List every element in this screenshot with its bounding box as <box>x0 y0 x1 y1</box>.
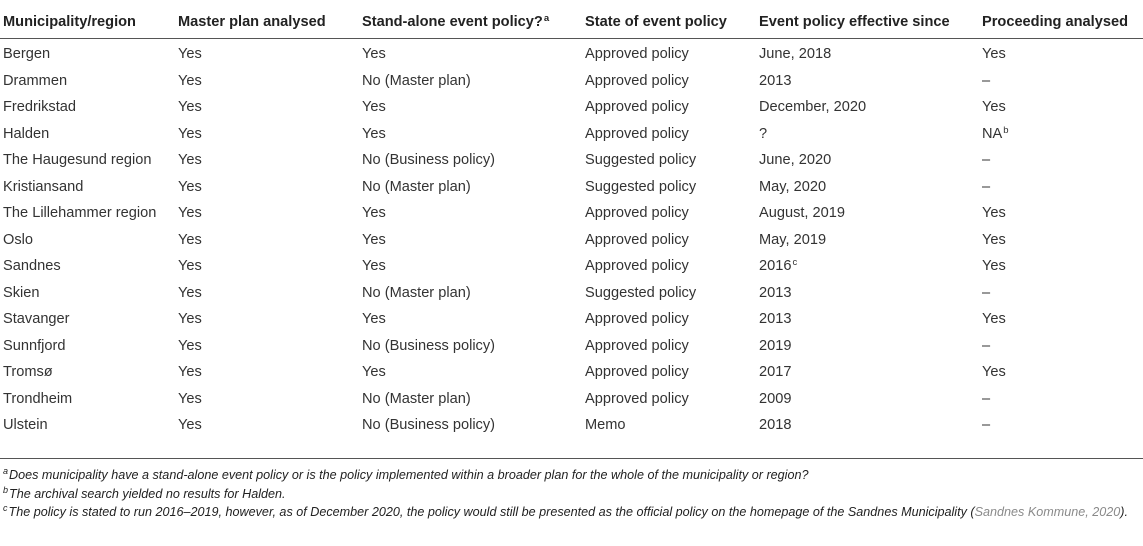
cell-master-plan-text: Yes <box>178 46 202 63</box>
cell-stand-alone-policy <box>359 306 582 333</box>
cell-master-plan <box>175 253 359 280</box>
cell-municipality-text: Tromsø <box>3 364 53 381</box>
cell-effective-since-text: 2017 <box>759 364 792 381</box>
cell-stand-alone-policy-text: No (Master plan) <box>362 178 471 195</box>
column-header <box>979 6 1143 39</box>
cell-master-plan <box>175 227 359 254</box>
cell-policy-state <box>582 68 756 95</box>
cell-municipality <box>0 412 175 439</box>
cell-municipality-text: Sunnfjord <box>3 337 66 354</box>
footnote-text: Does municipality have a stand-alone event policy or is the policy implemented within a broader plan for the whole of the municipality or region? <box>9 468 809 482</box>
cell-effective-since-text: December, 2020 <box>759 99 867 116</box>
cell-stand-alone-policy <box>359 253 582 280</box>
cell-proceeding-analysed <box>979 94 1143 121</box>
cell-effective-since-text: 2013 <box>759 72 792 89</box>
cell-proceeding-analysed <box>979 386 1143 413</box>
table-row <box>0 386 1143 413</box>
cell-municipality-text: Drammen <box>3 72 68 89</box>
cell-stand-alone-policy-text: No (Business policy) <box>362 152 496 169</box>
footnote-text: The policy is stated to run 2016–2019, however, as of December 2020, the policy would still be presented as the official policy on the homepage of the Sandnes Municipality ( <box>8 505 975 520</box>
cell-stand-alone-policy <box>359 94 582 121</box>
cell-municipality <box>0 333 175 360</box>
footnote-marker: c <box>792 257 798 269</box>
cell-effective-since-text: 2009 <box>759 390 792 407</box>
cell-stand-alone-policy <box>359 121 582 148</box>
cell-proceeding-analysed <box>979 359 1143 386</box>
cell-policy-state <box>582 174 756 201</box>
cell-municipality-text: Bergen <box>3 46 51 63</box>
cell-municipality-text: Sandnes <box>3 258 61 275</box>
cell-effective-since <box>756 174 979 201</box>
cell-proceeding-analysed-text: Yes <box>982 231 1006 248</box>
table-row <box>0 121 1143 148</box>
cell-municipality-text: Kristiansand <box>3 178 84 195</box>
cell-proceeding-analysed <box>979 121 1143 148</box>
cell-effective-since <box>756 39 979 68</box>
cell-stand-alone-policy-text: No (Business policy) <box>362 417 496 434</box>
table-body <box>0 39 1143 439</box>
cell-master-plan-text: Yes <box>178 178 202 195</box>
table-row <box>0 280 1143 307</box>
column-header-label: Proceeding analysed <box>982 14 1128 30</box>
cell-stand-alone-policy-text: No (Master plan) <box>362 72 471 89</box>
cell-master-plan-text: Yes <box>178 284 202 301</box>
cell-master-plan-text: Yes <box>178 152 202 169</box>
cell-proceeding-analysed <box>979 39 1143 68</box>
column-header-label: Event policy effective since <box>759 14 950 30</box>
cell-municipality <box>0 174 175 201</box>
cell-policy-state <box>582 94 756 121</box>
cell-effective-since-text: May, 2020 <box>759 178 827 195</box>
cell-master-plan <box>175 147 359 174</box>
cell-master-plan-text: Yes <box>178 231 202 248</box>
cell-stand-alone-policy-text: Yes <box>362 311 386 328</box>
cell-proceeding-analysed <box>979 253 1143 280</box>
cell-policy-state-text: Approved policy <box>585 205 689 222</box>
cell-effective-since-text: 2013 <box>759 284 792 301</box>
cell-municipality-text: Trondheim <box>3 390 73 407</box>
table-row <box>0 147 1143 174</box>
table-row <box>0 227 1143 254</box>
cell-master-plan-text: Yes <box>178 205 202 222</box>
cell-proceeding-analysed-text: – <box>982 417 991 434</box>
cell-effective-since <box>756 333 979 360</box>
column-header-label: Stand-alone event policy? <box>362 14 543 30</box>
cell-effective-since-text: August, 2019 <box>759 205 846 222</box>
cell-master-plan-text: Yes <box>178 417 202 434</box>
cell-proceeding-analysed-text: – <box>982 178 991 195</box>
cell-effective-since <box>756 147 979 174</box>
cell-stand-alone-policy-text: Yes <box>362 125 386 142</box>
cell-master-plan <box>175 68 359 95</box>
column-header <box>0 6 175 39</box>
cell-effective-since-text: ? <box>759 125 768 142</box>
cell-master-plan <box>175 174 359 201</box>
column-header-label: Master plan analysed <box>178 14 326 30</box>
cell-master-plan-text: Yes <box>178 364 202 381</box>
cell-stand-alone-policy <box>359 39 582 68</box>
cell-stand-alone-policy <box>359 68 582 95</box>
cell-municipality <box>0 39 175 68</box>
column-header <box>359 6 582 39</box>
reference-link[interactable]: Sandnes Kommune, 2020 <box>974 505 1121 520</box>
cell-effective-since <box>756 306 979 333</box>
cell-policy-state <box>582 359 756 386</box>
column-header-label: Municipality/region <box>3 14 136 30</box>
cell-municipality <box>0 121 175 148</box>
table-row <box>0 412 1143 439</box>
cell-policy-state <box>582 306 756 333</box>
cell-municipality-text: Fredrikstad <box>3 99 76 116</box>
cell-stand-alone-policy <box>359 386 582 413</box>
table-row <box>0 94 1143 121</box>
cell-stand-alone-policy <box>359 174 582 201</box>
cell-master-plan-text: Yes <box>178 125 202 142</box>
cell-effective-since <box>756 386 979 413</box>
cell-proceeding-analysed <box>979 412 1143 439</box>
table-header-row <box>0 6 1143 39</box>
cell-policy-state <box>582 147 756 174</box>
cell-master-plan <box>175 306 359 333</box>
cell-policy-state <box>582 412 756 439</box>
cell-effective-since-text: 2019 <box>759 337 792 354</box>
column-header <box>582 6 756 39</box>
cell-effective-since <box>756 68 979 95</box>
cell-proceeding-analysed-text: Yes <box>982 311 1006 328</box>
cell-municipality <box>0 200 175 227</box>
cell-effective-since-text: June, 2018 <box>759 46 832 63</box>
cell-proceeding-analysed <box>979 200 1143 227</box>
footnote-mark: c <box>3 503 8 514</box>
cell-municipality <box>0 68 175 95</box>
cell-proceeding-analysed <box>979 174 1143 201</box>
cell-stand-alone-policy-text: No (Master plan) <box>362 284 471 301</box>
cell-master-plan <box>175 386 359 413</box>
cell-proceeding-analysed <box>979 333 1143 360</box>
cell-proceeding-analysed-text: – <box>982 337 991 354</box>
cell-municipality <box>0 280 175 307</box>
cell-master-plan-text: Yes <box>178 72 202 89</box>
cell-master-plan-text: Yes <box>178 390 202 407</box>
cell-municipality <box>0 306 175 333</box>
cell-policy-state-text: Approved policy <box>585 231 689 248</box>
cell-effective-since-text: 2018 <box>759 417 792 434</box>
footnote-c <box>3 503 1137 522</box>
cell-stand-alone-policy <box>359 412 582 439</box>
cell-stand-alone-policy <box>359 359 582 386</box>
column-header <box>756 6 979 39</box>
cell-master-plan <box>175 280 359 307</box>
cell-policy-state-text: Suggested policy <box>585 152 697 169</box>
cell-effective-since-text: 2013 <box>759 311 792 328</box>
cell-master-plan-text: Yes <box>178 337 202 354</box>
cell-effective-since <box>756 200 979 227</box>
cell-proceeding-analysed <box>979 306 1143 333</box>
cell-stand-alone-policy-text: Yes <box>362 364 386 381</box>
table-row <box>0 68 1143 95</box>
cell-master-plan <box>175 333 359 360</box>
cell-municipality-text: Skien <box>3 284 40 301</box>
cell-stand-alone-policy-text: Yes <box>362 205 386 222</box>
cell-municipality <box>0 94 175 121</box>
cell-proceeding-analysed-text: Yes <box>982 46 1006 63</box>
cell-proceeding-analysed-text: Yes <box>982 205 1006 222</box>
event-policy-table <box>0 6 1143 439</box>
cell-stand-alone-policy-text: Yes <box>362 258 386 275</box>
cell-municipality <box>0 227 175 254</box>
footnote-mark: b <box>3 484 9 495</box>
table-row <box>0 200 1143 227</box>
cell-stand-alone-policy-text: Yes <box>362 231 386 248</box>
cell-policy-state-text: Suggested policy <box>585 178 697 195</box>
table-row <box>0 174 1143 201</box>
cell-master-plan <box>175 200 359 227</box>
cell-policy-state <box>582 227 756 254</box>
cell-master-plan <box>175 359 359 386</box>
table-row <box>0 39 1143 68</box>
column-header <box>175 6 359 39</box>
cell-municipality <box>0 359 175 386</box>
cell-stand-alone-policy <box>359 227 582 254</box>
cell-master-plan-text: Yes <box>178 99 202 116</box>
footnote-marker: a <box>543 13 550 24</box>
cell-effective-since <box>756 359 979 386</box>
cell-policy-state-text: Approved policy <box>585 99 689 116</box>
cell-municipality <box>0 253 175 280</box>
cell-proceeding-analysed-text: Yes <box>982 364 1006 381</box>
cell-municipality-text: Ulstein <box>3 417 48 434</box>
cell-policy-state <box>582 333 756 360</box>
cell-stand-alone-policy <box>359 200 582 227</box>
cell-stand-alone-policy-text: No (Master plan) <box>362 390 471 407</box>
table-row <box>0 333 1143 360</box>
table-footnotes <box>3 466 1137 522</box>
table-row <box>0 359 1143 386</box>
cell-master-plan <box>175 412 359 439</box>
cell-master-plan-text: Yes <box>178 258 202 275</box>
cell-policy-state-text: Approved policy <box>585 258 689 275</box>
cell-policy-state-text: Approved policy <box>585 390 689 407</box>
cell-effective-since-text: June, 2020 <box>759 152 832 169</box>
cell-policy-state <box>582 39 756 68</box>
cell-effective-since <box>756 412 979 439</box>
cell-policy-state <box>582 121 756 148</box>
table-row <box>0 253 1143 280</box>
cell-proceeding-analysed-text: – <box>982 152 991 169</box>
cell-effective-since <box>756 253 979 280</box>
cell-policy-state-text: Approved policy <box>585 125 689 142</box>
cell-proceeding-analysed-text: NA <box>982 125 1003 142</box>
cell-master-plan <box>175 121 359 148</box>
table-row <box>0 306 1143 333</box>
cell-effective-since <box>756 121 979 148</box>
cell-policy-state-text: Memo <box>585 417 626 434</box>
footnote-mark: a <box>3 466 9 476</box>
cell-proceeding-analysed <box>979 280 1143 307</box>
cell-policy-state-text: Suggested policy <box>585 284 697 301</box>
cell-policy-state-text: Approved policy <box>585 72 689 89</box>
cell-municipality-text: Halden <box>3 125 50 142</box>
cell-municipality-text: Oslo <box>3 231 34 248</box>
cell-proceeding-analysed <box>979 227 1143 254</box>
cell-proceeding-analysed-text: – <box>982 72 991 89</box>
cell-municipality <box>0 386 175 413</box>
cell-master-plan <box>175 94 359 121</box>
cell-effective-since <box>756 94 979 121</box>
cell-policy-state <box>582 200 756 227</box>
cell-stand-alone-policy <box>359 147 582 174</box>
cell-effective-since <box>756 227 979 254</box>
footnote-b <box>3 485 1137 504</box>
cell-policy-state-text: Approved policy <box>585 337 689 354</box>
cell-municipality-text: The Haugesund region <box>3 152 152 169</box>
cell-proceeding-analysed-text: Yes <box>982 258 1006 275</box>
cell-proceeding-analysed-text: Yes <box>982 99 1006 116</box>
cell-effective-since-text: 2016 <box>759 258 792 275</box>
cell-stand-alone-policy <box>359 280 582 307</box>
cell-municipality-text: The Lillehammer region <box>3 205 157 222</box>
cell-effective-since-text: May, 2019 <box>759 231 827 248</box>
cell-proceeding-analysed <box>979 68 1143 95</box>
cell-proceeding-analysed-text: – <box>982 284 991 301</box>
cell-policy-state-text: Approved policy <box>585 364 689 381</box>
cell-municipality-text: Stavanger <box>3 311 70 328</box>
cell-stand-alone-policy-text: Yes <box>362 99 386 116</box>
column-header-label: State of event policy <box>585 14 727 30</box>
cell-policy-state <box>582 386 756 413</box>
footnote-a <box>3 466 1137 485</box>
cell-municipality <box>0 147 175 174</box>
cell-stand-alone-policy <box>359 333 582 360</box>
cell-policy-state <box>582 253 756 280</box>
cell-policy-state <box>582 280 756 307</box>
cell-master-plan <box>175 39 359 68</box>
cell-effective-since <box>756 280 979 307</box>
table-bottom-rule <box>0 458 1143 459</box>
cell-stand-alone-policy-text: No (Business policy) <box>362 337 496 354</box>
footnote-text: The archival search yielded no results for Halden. <box>9 486 286 501</box>
cell-proceeding-analysed-text: – <box>982 390 991 407</box>
footnote-marker: b <box>1003 124 1009 136</box>
cell-proceeding-analysed <box>979 147 1143 174</box>
cell-policy-state-text: Approved policy <box>585 311 689 328</box>
cell-policy-state-text: Approved policy <box>585 46 689 63</box>
footnote-text-end: ). <box>1120 505 1128 520</box>
cell-master-plan-text: Yes <box>178 311 202 328</box>
cell-stand-alone-policy-text: Yes <box>362 46 386 63</box>
